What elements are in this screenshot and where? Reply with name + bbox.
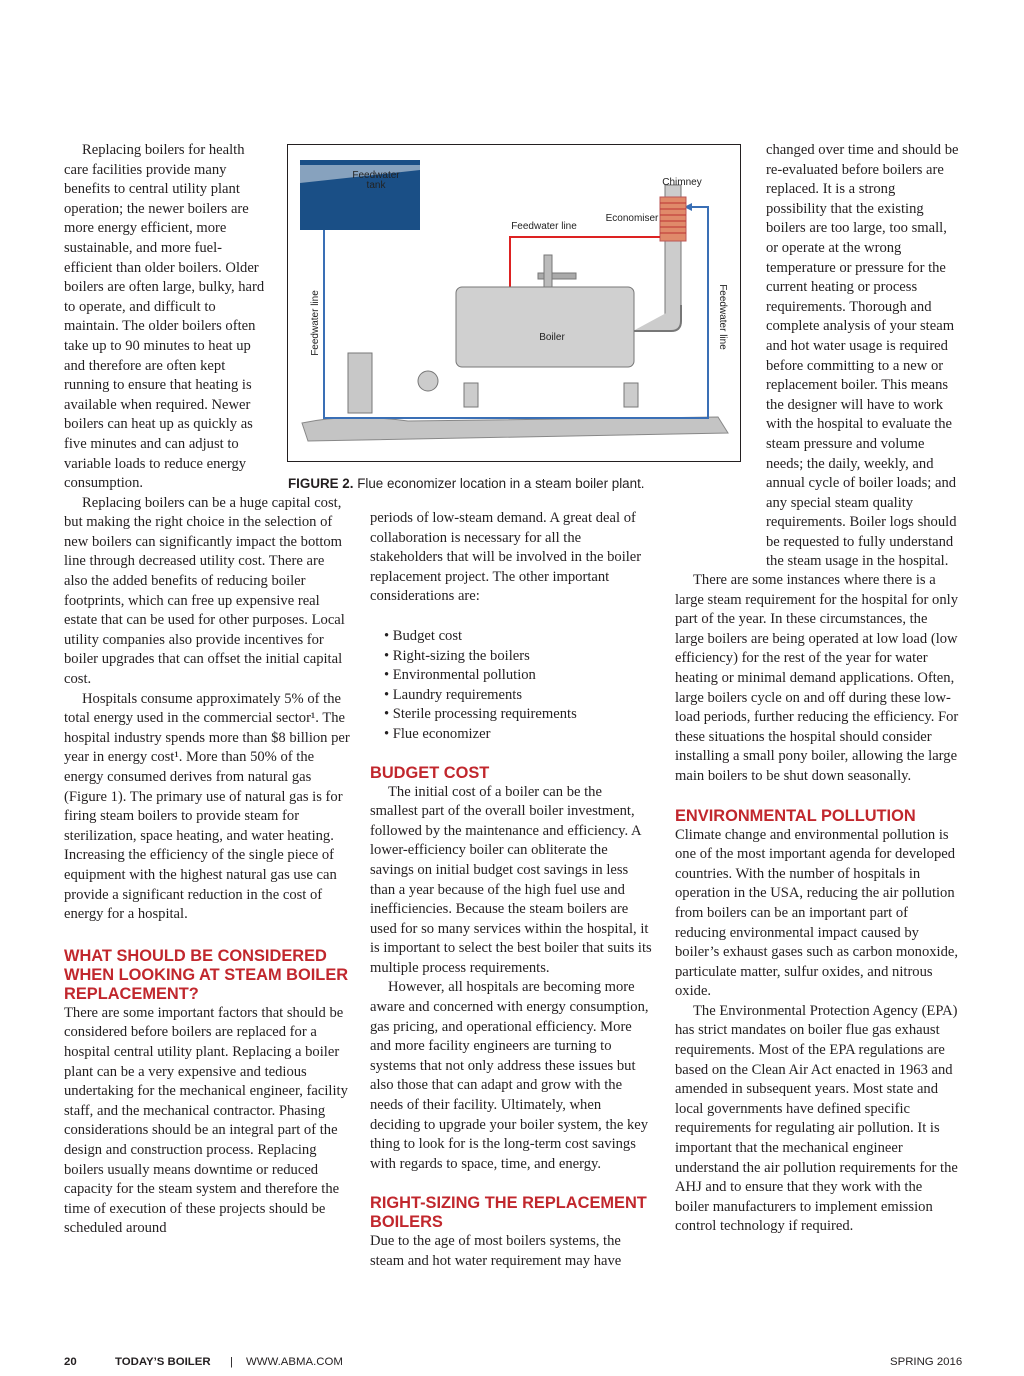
considerations-list	[370, 627, 652, 745]
col2-heading-budget: BUDGET COST	[370, 763, 490, 782]
footer-website[interactable]: WWW.ABMA.COM	[246, 1356, 343, 1368]
col2-paragraph-3: However, all hospitals are becoming more aware and concerned with energy consumption, gas pricing, and operational efficiency. More and more facility engineers are turning to systems that not only address these issues but also those that can adapt and grow with the needs of their facility. Ultimately, when deciding to upgrade your boiler system, the key thing to look for is the long-term cost savings with regards to space, time, and energy.	[370, 979, 649, 1172]
column-2	[370, 509, 652, 1272]
feedwater-line-top-label: Feedwater line	[511, 221, 577, 232]
footer-page-number: 20	[64, 1356, 77, 1368]
col1-paragraph-1: Replacing boilers for health care facilities provide many benefits to central utility plant operation; the newer boilers are more energy efficient, more sustainable, and more fuel-efficient than older boilers. Older boilers are often large, bulky, hard to operate, and difficult to maintain. The older boilers often take up to 90 minutes to heat up and therefore are often kept running to ensure that heating is available when required. Newer boilers can heat up as quickly as five minutes and can adjust to variable loads to reduce energy consumption.	[64, 142, 265, 492]
footer-magazine: TODAY’S BOILER	[115, 1356, 211, 1368]
list-item: • Budget cost	[384, 627, 652, 647]
col1-paragraph-3: Hospitals consume approximately 5% of the total energy used in the commercial sector¹. The hospital industry spends more than $8 billion per year in energy cost¹. More than 50% of the energy consumed derives from natural gas (Figure 1). The primary use of natural gas is for firing steam boilers to provide steam for sterilization, space heating, and water heating. Increasing the efficiency of the single piece of equipment with the highest natural gas use can provide a significant reduction in the cost of energy for a hospital.	[64, 690, 350, 923]
list-item: • Laundry requirements	[384, 686, 652, 706]
col3-paragraph-2: There are some instances where there is a large steam requirement for the hospital for only part of the year. In these circumstances, the large boilers are being operated at low load (low efficiency) for the rest of the year for water heating or minimal demand applications. Often, large boilers cycle on and off during these low-load periods, further reducing the efficiency. For these situations the hospital should consider installing a small pony boiler, allowing the large main boilers to be shut down seasonally.	[675, 572, 959, 784]
list-item: • Right-sizing the boilers	[384, 647, 652, 667]
col1-paragraph-2: Replacing boilers can be a huge capital cost, but making the right choice in the selection of new boilers can significantly impact the bottom line through decreased utility cost. There are also the added benefits of reducing boiler footprints, which can free up expensive real estate that can be used for other purposes. Local utility companies also provide incentives for boiler upgrades that can offset the initial capital cost.	[64, 494, 345, 688]
economiser-label: Economiser	[605, 213, 659, 224]
figure-diagram	[287, 144, 741, 462]
footer-separator: |	[230, 1356, 233, 1368]
chimney-label: Chimney	[662, 177, 702, 188]
feedwater-tank-label-1: Feedwater	[352, 170, 400, 181]
column-3	[675, 141, 959, 572]
boiler-shape	[456, 287, 634, 367]
list-item: • Sterile processing requirements	[384, 705, 652, 725]
boiler-plant-diagram	[288, 145, 740, 461]
feedwater-line-right-label: Feedwater line	[717, 284, 728, 350]
column-3-lower	[675, 571, 959, 1237]
col3-paragraph-4: The Environmental Protection Agency (EPA) has strict mandates on boiler flue gas exhaust requirements. Most of the EPA regulations are based on the Clean Air Act enacted in 1963 and amended in subsequent years. Most state and local governments have defined specific requirements for regulating air pollution. It is important that the mechanical engineer understand the air pollution requirements for the AHJ and to ensure that they work with the boiler manufacturers to implement emission control technology if required.	[675, 1002, 958, 1235]
figure-caption-label: FIGURE 2.	[288, 476, 354, 491]
feedwater-line-left-label: Feedwater line	[310, 290, 321, 356]
col3-paragraph-3: Climate change and environmental pollution is one of the most important agenda for developed countries. With the number of hospitals in operation in the USA, reducing the air pollution from boilers can be an important part of reducing environmental impact caused by boiler’s exhaust gases such as carbon monoxide, particulate matter, sulfur oxides, and nitrous oxide.	[675, 826, 959, 1000]
col2-paragraph-1: periods of low-steam demand. A great deal of collaboration is necessary for all the stakeholders that will be involved in the boiler replacement project. The other important considerations are:	[370, 510, 642, 605]
boiler-label: Boiler	[539, 332, 565, 343]
list-item: • Flue economizer	[384, 725, 652, 745]
col2-paragraph-2: The initial cost of a boiler can be the smallest part of the overall boiler investment, followed by the maintenance and efficiency. A lower-efficiency boiler can obliterate the savings on initial budget cost savings in less than a year because of the high fuel use and inefficiencies. Because the steam boilers are used for so many services within the hospital, it is important to select the best boiler that suits its multiple process requirements.	[370, 783, 652, 976]
col3-heading: ENVIRONMENTAL POLLUTION	[675, 806, 916, 825]
floor-slab	[302, 417, 728, 441]
list-item: • Environmental pollution	[384, 666, 652, 686]
figure-caption	[288, 476, 645, 491]
footer-issue: SPRING 2016	[890, 1356, 963, 1368]
figure-caption-text: Flue economizer location in a steam boiler plant.	[353, 476, 645, 491]
feedwater-tank-label-2: tank	[366, 180, 386, 191]
col2-heading-right-sizing: RIGHT-SIZING THE REPLACEMENT BOILERS	[370, 1194, 647, 1232]
col3-paragraph-1: changed over time and should be re-evaluated before boilers are replaced. It is a strong possibility that the existing boilers are too large, too small, or operate at the wrong temperature or pressure for the current heating or process requirements. Thorough and complete analysis of your steam and hot water usage is required before committing to a new or replacement boiler. This means the designer will have to work with the hospital to evaluate the steam pressure and volume needs; the daily, weekly, and annual cycle of boiler loads; and any special steam quality requirements. Boiler logs should be requested to fully understand the steam usage in the hospital.	[766, 142, 959, 570]
pump-shape	[348, 353, 372, 413]
col1-paragraph-4: There are some important factors that should be considered before boilers are replaced for a hospital central utility plant. Replacing a boiler plant can be a very expensive and tedious undertaking for the mechanical engineer, facility staff, and the mechanical contractor. Phasing considerations should be an integral part of the design and construction process. Replacing boilers usually means downtime or reduced capacity for the steam system and therefore the time of execution of these projects should be scheduled around	[64, 1004, 348, 1237]
col1-heading: WHAT SHOULD BE CONSIDERED WHEN LOOKING AT STEAM BOILER REPLACEMENT?	[64, 946, 349, 1003]
col2-paragraph-4: Due to the age of most boilers systems, the steam and hot water requirement may have	[370, 1233, 622, 1269]
